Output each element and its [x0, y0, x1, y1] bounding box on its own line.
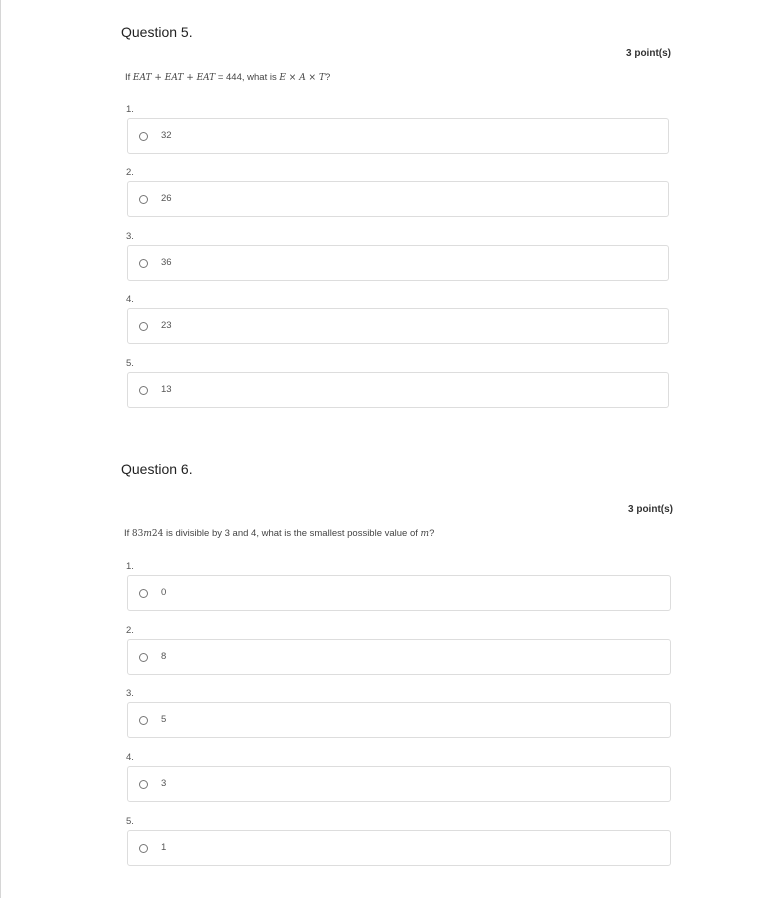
- question-text-suffix: ?: [324, 72, 331, 83]
- question-text: [125, 72, 330, 83]
- answer-option-5[interactable]: [127, 372, 669, 408]
- radio-button[interactable]: [139, 844, 148, 853]
- question-text-number-a: 83: [131, 529, 144, 539]
- question-text-equation: = 444, what is: [215, 72, 280, 83]
- question-text-variable: m: [143, 529, 152, 539]
- question-title: Question 5.: [121, 24, 193, 40]
- radio-button[interactable]: [139, 386, 148, 395]
- option-number: 5.: [126, 358, 134, 369]
- answer-option-2[interactable]: [127, 639, 671, 675]
- option-label: 32: [161, 130, 172, 141]
- option-number: 2.: [126, 167, 134, 178]
- question-text-suffix: ?: [429, 528, 435, 539]
- question-points: 3 point(s): [626, 48, 671, 59]
- answer-option-2[interactable]: [127, 181, 669, 217]
- option-number: 1.: [126, 561, 134, 572]
- answer-option-3[interactable]: [127, 245, 669, 281]
- radio-button[interactable]: [139, 195, 148, 204]
- radio-button[interactable]: [139, 780, 148, 789]
- option-label: 0: [161, 587, 167, 598]
- question-title: Question 6.: [121, 461, 193, 477]
- option-number: 3.: [126, 231, 134, 242]
- radio-button[interactable]: [139, 653, 148, 662]
- option-number: 1.: [126, 104, 134, 115]
- option-label: 1: [161, 842, 167, 853]
- answer-option-1[interactable]: [127, 118, 669, 154]
- option-number: 3.: [126, 688, 134, 699]
- option-number: 2.: [126, 625, 134, 636]
- question-6: [121, 455, 673, 875]
- question-text-middle: is divisible by 3 and 4, what is the smallest possible value of: [163, 528, 421, 539]
- option-label: 3: [161, 778, 167, 789]
- question-text-prefix: If: [124, 528, 132, 539]
- answer-option-4[interactable]: [127, 766, 671, 802]
- radio-button[interactable]: [139, 589, 148, 598]
- answer-option-1[interactable]: [127, 575, 671, 611]
- option-label: 26: [161, 193, 172, 204]
- radio-button[interactable]: [139, 259, 148, 268]
- option-number: 4.: [126, 752, 134, 763]
- radio-button[interactable]: [139, 322, 148, 331]
- answer-option-5[interactable]: [127, 830, 671, 866]
- option-number: 5.: [126, 816, 134, 827]
- page-left-border: [0, 0, 1, 898]
- option-label: 36: [161, 257, 172, 268]
- question-text-prefix: If: [125, 72, 133, 83]
- option-label: 13: [161, 384, 172, 395]
- option-label: 23: [161, 320, 172, 331]
- question-5: [121, 0, 671, 420]
- option-label: 8: [161, 651, 167, 662]
- radio-button[interactable]: [139, 716, 148, 725]
- question-text: [124, 528, 434, 539]
- option-number: 4.: [126, 294, 134, 305]
- answer-option-3[interactable]: [127, 702, 671, 738]
- question-text-product: E × A × T: [279, 73, 325, 83]
- option-label: 5: [161, 714, 167, 725]
- radio-button[interactable]: [139, 132, 148, 141]
- question-text-expression: EAT + EAT + EAT: [132, 73, 216, 83]
- question-text-number-b: 24: [151, 529, 164, 539]
- answer-option-4[interactable]: [127, 308, 669, 344]
- question-points: 3 point(s): [628, 504, 673, 515]
- question-text-variable-2: m: [420, 529, 430, 539]
